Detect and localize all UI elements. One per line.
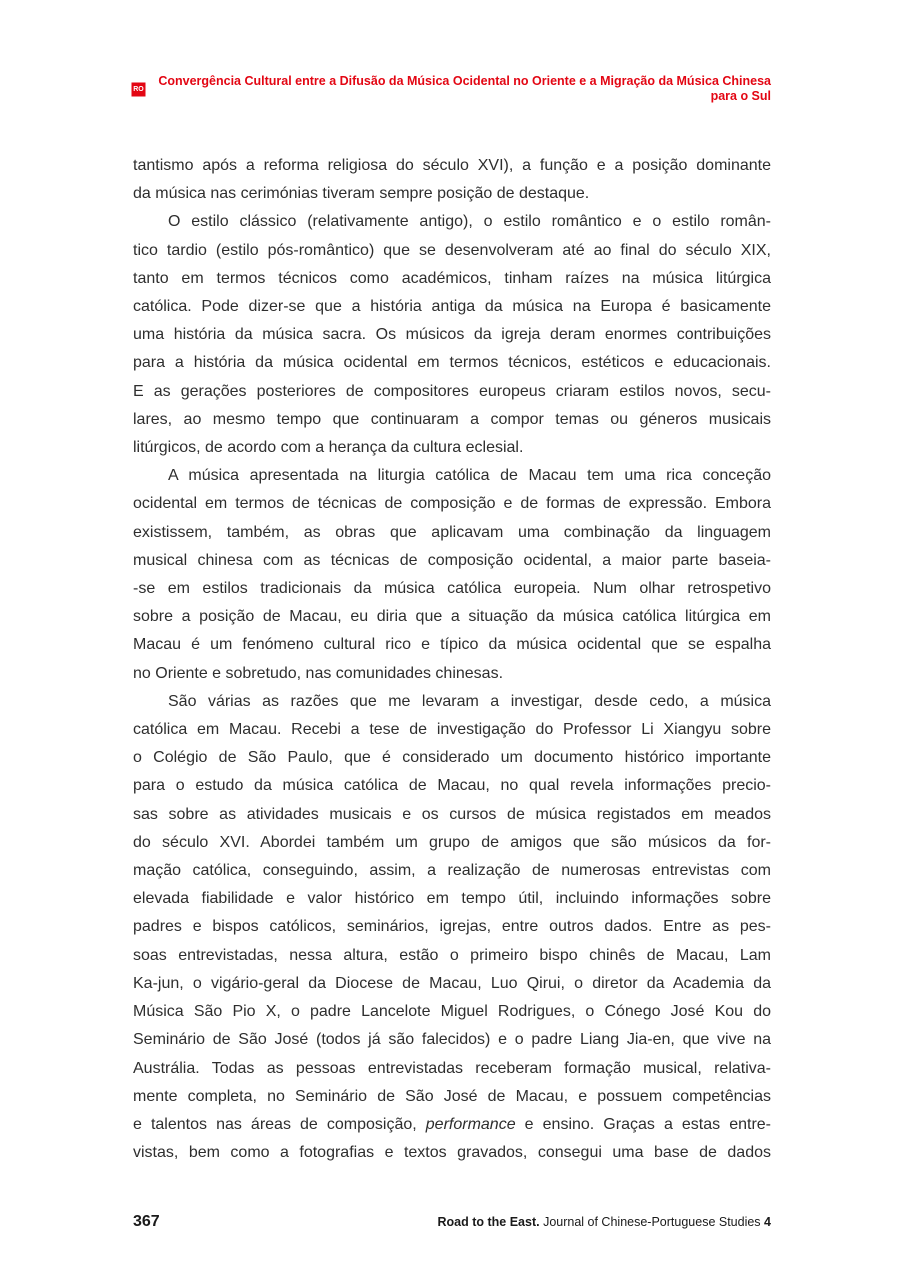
text-line: tanto em termos técnicos como académicos, tinham raízes na música litúrgica [133, 269, 771, 287]
text-line: elevada fiabilidade e valor histórico em tempo útil, incluindo informações sobre [133, 890, 771, 908]
text-line: o Colégio de São Paulo, que é considerado um documento histórico importante [133, 749, 771, 767]
text-line: uma história da música sacra. Os músicos da igreja deram enormes contribuições [133, 326, 771, 344]
text-line: ocidental em termos de técnicas de composição e de formas de expressão. Embora [133, 495, 771, 513]
journal-footer [438, 1215, 772, 1229]
text-line: vistas, bem como a fotografias e textos gravados, consegui uma base de dados [133, 1144, 771, 1162]
journal-logo-icon: RO [131, 82, 146, 97]
text-line: Seminário de São José (todos já são falecidos) e o padre Liang Jia-en, que vive na [133, 1031, 771, 1049]
text-line: da música nas cerimónias tiveram sempre posição de destaque. [133, 185, 590, 203]
text-line: soas entrevistadas, nessa altura, estão o primeiro bispo chinês de Macau, Lam [133, 946, 771, 964]
text-line: mação católica, conseguindo, assim, a realização de numerosas entrevistas com [133, 862, 771, 880]
text-line: -se em estilos tradicionais da música católica europeia. Num olhar retrospetivo [133, 580, 771, 598]
text-line: existissem, também, as obras que aplicavam uma combinação da linguagem [133, 523, 771, 541]
text-line: A música apresentada na liturgia católica de Macau tem uma rica conceção [168, 467, 771, 485]
text-line: padres e bispos católicos, seminários, igrejas, entre outros dados. Entre as pes- [133, 918, 771, 936]
page-number: 367 [133, 1213, 160, 1230]
text-line: para a história da música ocidental em termos técnicos, estéticos e educacionais. [133, 354, 771, 372]
text-line: tico tardio (estilo pós-romântico) que se desenvolveram até ao final do século XIX, [133, 241, 771, 259]
text-line: E as gerações posteriores de compositores europeus criaram estilos novos, secu- [133, 382, 771, 400]
text-line: São várias as razões que me levaram a investigar, desde cedo, a música [168, 692, 771, 710]
text-line: Música São Pio X, o padre Lancelote Miguel Rodrigues, o Cónego José Kou do [133, 1003, 771, 1021]
text-line: para o estudo da música católica de Macau, no qual revela informações precio- [133, 777, 771, 795]
text-line: no Oriente e sobretudo, nas comunidades chinesas. [133, 664, 504, 682]
text-line: sobre a posição de Macau, eu diria que a situação da música católica litúrgica em [133, 608, 771, 626]
text-line: musical chinesa com as técnicas de composição ocidental, a maior parte baseia- [133, 551, 771, 569]
running-header [131, 74, 771, 104]
text-line: sas sobre as atividades musicais e os cursos de música registados em meados [133, 805, 771, 823]
text-line: mente completa, no Seminário de São José de Macau, e possuem competências [133, 1087, 771, 1105]
text-line: Austrália. Todas as pessoas entrevistadas receberam formação musical, relativa- [133, 1059, 771, 1077]
text-line: católica em Macau. Recebi a tese de investigação do Professor Li Xiangyu sobre [133, 721, 771, 739]
text-line: católica. Pode dizer-se que a história antiga da música na Europa é basicamente [133, 298, 771, 316]
journal-footer-issue: 4 [764, 1215, 771, 1229]
text-line: litúrgicos, de acordo com a herança da cultura eclesial. [133, 439, 524, 457]
text-line: tantismo após a reforma religiosa do século XVI), a função e a posição dominante [133, 157, 771, 174]
journal-footer-title: Road to the East. [437, 1215, 540, 1229]
body-text [133, 152, 771, 1167]
text-line: Ka-jun, o vigário-geral da Diocese de Macau, Luo Qirui, o diretor da Academia da [133, 974, 771, 992]
text-line: Macau é um fenómeno cultural rico e típico da música ocidental que se espalha [133, 636, 771, 654]
text-line: lares, ao mesmo tempo que continuaram a compor temas ou géneros musicais [133, 410, 771, 428]
text-line: do século XVI. Abordei também um grupo de amigos que são músicos da for- [133, 833, 771, 851]
journal-footer-subtitle: Journal of Chinese-Portuguese Studies [539, 1215, 765, 1229]
page-footer [133, 1213, 771, 1231]
running-header-title: Convergência Cultural entre a Difusão da Música Ocidental no Oriente e a Migração da Música Chinesa para o Sul [158, 74, 771, 103]
text-line: O estilo clássico (relativamente antigo), o estilo romântico e o estilo român- [168, 213, 771, 231]
text-line: e talentos nas áreas de composição, performance e ensino. Graças a estas entre- [133, 1115, 772, 1133]
